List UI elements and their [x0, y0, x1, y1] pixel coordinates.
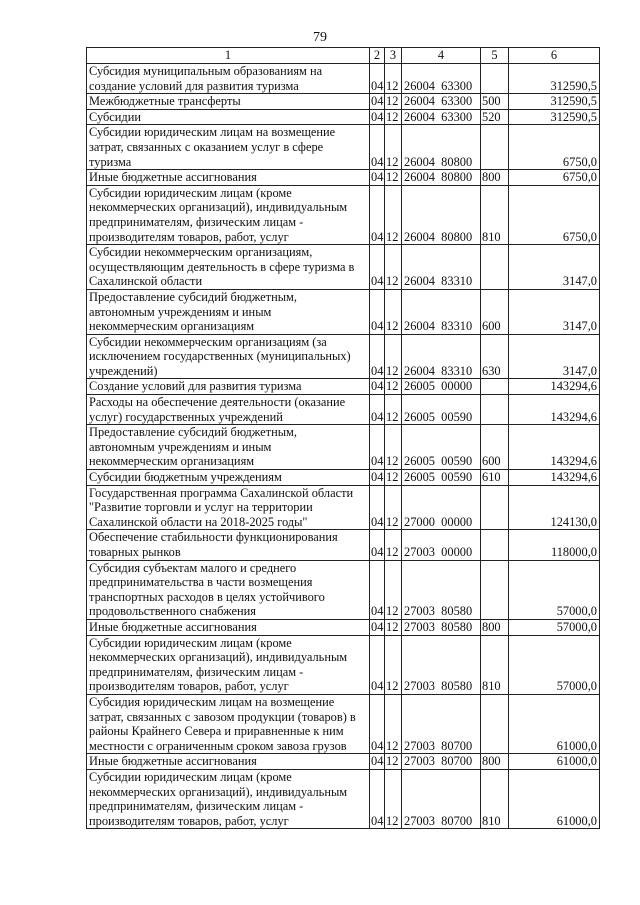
table-row	[87, 635, 600, 694]
expense-type-code-cell: 800	[481, 619, 509, 635]
target-article-code-cell: 27003 80700	[402, 694, 481, 753]
subsection-code-cell: 12	[385, 769, 402, 828]
amount-cell: 312590,5	[509, 109, 600, 125]
amount-cell: 3147,0	[509, 289, 600, 334]
subsection-code-cell: 12	[385, 245, 402, 290]
expense-type-code-cell	[481, 125, 509, 170]
subsection-code-cell: 12	[385, 395, 402, 425]
amount-cell: 57000,0	[509, 560, 600, 619]
section-code-cell: 04	[370, 125, 385, 170]
table-row	[87, 619, 600, 635]
section-code-cell: 04	[371, 94, 384, 109]
table-header-row	[87, 48, 600, 64]
expense-name-cell: Субсидия субъектам малого и среднего предпринимательства в части возмещения транспортных расходов в целях устойчивого продовольственного снабжения	[87, 560, 370, 619]
expense-type-code-cell: 800	[481, 754, 509, 770]
amount-cell: 312590,5	[509, 94, 600, 110]
amount-cell: 6750,0	[509, 125, 600, 170]
amount-cell: 6750,0	[509, 170, 600, 186]
expense-type-code-cell: 600	[481, 289, 509, 334]
expense-type-code-cell: 500	[481, 94, 509, 110]
subsection-code-cell: 12	[385, 94, 402, 110]
expense-name-cell: Создание условий для развития туризма	[87, 379, 370, 395]
expense-name-cell: Субсидии юридическим лицам (кроме некоммерческих организаций), индивидуальным предпринимателям, физическим лицам - производителям товаров, работ, услуг	[87, 769, 370, 828]
table-row	[87, 289, 600, 334]
section-code-cell: 04	[371, 754, 384, 769]
expense-name-cell: Обеспечение стабильности функционирования товарных рынков	[87, 530, 370, 560]
amount-cell: 3147,0	[509, 334, 600, 379]
target-article-code-cell: 26004 63300	[402, 109, 481, 125]
expense-name-cell: Субсидии бюджетным учреждениям	[87, 470, 370, 486]
subsection-code-cell: 12	[385, 470, 402, 486]
budget-table	[86, 47, 600, 829]
target-article-code-cell: 27003 80700	[402, 754, 481, 770]
column-header: 2	[370, 48, 385, 64]
table-row	[87, 769, 600, 828]
expense-type-code-cell	[481, 485, 509, 530]
subsection-code-cell: 12	[385, 125, 402, 170]
target-article-code-cell: 27003 80580	[402, 635, 481, 694]
table-row	[87, 470, 600, 486]
target-article-code-cell: 26004 83310	[402, 334, 481, 379]
column-header: 5	[481, 48, 509, 64]
expense-type-code-cell: 810	[481, 635, 509, 694]
expense-name-cell: Иные бюджетные ассигнования	[87, 619, 370, 635]
amount-cell: 143294,6	[509, 470, 600, 486]
table-row	[87, 245, 600, 290]
target-article-code-cell: 26004 63300	[402, 64, 481, 94]
target-article-code-cell: 26005 00590	[402, 425, 481, 470]
table-row	[87, 425, 600, 470]
amount-cell: 124130,0	[509, 485, 600, 530]
target-article-code-cell: 27003 00000	[402, 530, 481, 560]
table-row	[87, 109, 600, 125]
expense-type-code-cell	[481, 560, 509, 619]
table-row	[87, 379, 600, 395]
section-code-cell: 04	[371, 619, 384, 634]
expense-name-cell: Государственная программа Сахалинской области "Развитие торговли и услуг на территории Сахалинской области на 2018-2025 годы"	[87, 485, 370, 530]
expense-name-cell: Расходы на обеспечение деятельности (оказание услуг) государственных учреждений	[87, 395, 370, 425]
table-row	[87, 185, 600, 244]
amount-cell: 57000,0	[509, 635, 600, 694]
amount-cell: 57000,0	[509, 619, 600, 635]
subsection-code-cell: 12	[385, 560, 402, 619]
column-header: 1	[87, 48, 370, 64]
target-article-code-cell: 26004 83310	[402, 289, 481, 334]
target-article-code-cell: 26004 80800	[402, 125, 481, 170]
expense-type-code-cell: 810	[481, 185, 509, 244]
expense-name-cell: Субсидии некоммерческим организациям, осуществляющим деятельность в сфере туризма в Сахалинской области	[87, 245, 370, 290]
expense-type-code-cell	[481, 694, 509, 753]
target-article-code-cell: 26004 83310	[402, 245, 481, 290]
amount-cell: 143294,6	[509, 379, 600, 395]
section-code-cell: 04	[370, 395, 385, 425]
expense-name-cell: Субсидии некоммерческим организациям (за исключением государственных (муниципальных) учреждений)	[87, 334, 370, 379]
expense-name-cell: Предоставление субсидий бюджетным, автономным учреждениям и иным некоммерческим организациям	[87, 425, 370, 470]
amount-cell: 118000,0	[509, 530, 600, 560]
subsection-code-cell: 12	[385, 425, 402, 470]
subsection-code-cell: 12	[385, 289, 402, 334]
expense-type-code-cell	[481, 530, 509, 560]
expense-name-cell: Субсидии юридическим лицам на возмещение затрат, связанных с оказанием услуг в сфере туризма	[87, 125, 370, 170]
expense-type-code-cell	[481, 379, 509, 395]
section-code-cell: 04	[371, 170, 384, 185]
table-row	[87, 395, 600, 425]
subsection-code-cell: 12	[385, 170, 402, 186]
table-row	[87, 94, 600, 110]
subsection-code-cell: 12	[385, 530, 402, 560]
amount-cell: 312590,5	[509, 64, 600, 94]
expense-name-cell: Субсидия юридическим лицам на возмещение затрат, связанных с завозом продукции (товаров) в районы Крайнего Севера и приравненные к ним местности с ограниченным сроком завоза грузов	[87, 694, 370, 753]
amount-cell: 143294,6	[509, 395, 600, 425]
table-row	[87, 485, 600, 530]
target-article-code-cell: 27000 00000	[402, 485, 481, 530]
expense-type-code-cell: 610	[481, 470, 509, 486]
section-code-cell: 04	[371, 470, 384, 485]
subsection-code-cell: 12	[385, 635, 402, 694]
subsection-code-cell: 12	[385, 754, 402, 770]
section-code-cell: 04	[370, 64, 385, 94]
table-row	[87, 125, 600, 170]
section-code-cell: 04	[370, 425, 385, 470]
subsection-code-cell: 12	[385, 694, 402, 753]
subsection-code-cell: 12	[385, 619, 402, 635]
section-code-cell: 04	[370, 485, 385, 530]
subsection-code-cell: 12	[385, 185, 402, 244]
target-article-code-cell: 27003 80580	[402, 619, 481, 635]
expense-name-cell: Межбюджетные трансферты	[87, 94, 370, 110]
amount-cell: 61000,0	[509, 769, 600, 828]
expense-type-code-cell: 600	[481, 425, 509, 470]
target-article-code-cell: 27003 80580	[402, 560, 481, 619]
section-code-cell: 04	[370, 289, 385, 334]
table-row	[87, 754, 600, 770]
expense-name-cell: Субсидии	[87, 109, 370, 125]
expense-name-cell: Иные бюджетные ассигнования	[87, 170, 370, 186]
subsection-code-cell: 12	[385, 64, 402, 94]
table-row	[87, 694, 600, 753]
expense-type-code-cell	[481, 395, 509, 425]
page-number: 79	[313, 30, 327, 45]
expense-type-code-cell: 630	[481, 334, 509, 379]
column-header: 4	[402, 48, 481, 64]
target-article-code-cell: 26004 80800	[402, 170, 481, 186]
expense-type-code-cell	[481, 64, 509, 94]
expense-type-code-cell: 810	[481, 769, 509, 828]
expense-type-code-cell: 520	[481, 109, 509, 125]
section-code-cell: 04	[370, 635, 385, 694]
amount-cell: 61000,0	[509, 694, 600, 753]
expense-name-cell: Субсидии юридическим лицам (кроме некоммерческих организаций), индивидуальным предпринимателям, физическим лицам - производителям товаров, работ, услуг	[87, 185, 370, 244]
target-article-code-cell: 27003 80700	[402, 769, 481, 828]
subsection-code-cell: 12	[385, 334, 402, 379]
amount-cell: 143294,6	[509, 425, 600, 470]
table-row	[87, 64, 600, 94]
subsection-code-cell: 12	[385, 109, 402, 125]
target-article-code-cell: 26005 00000	[402, 379, 481, 395]
subsection-code-cell: 12	[385, 485, 402, 530]
expense-name-cell: Иные бюджетные ассигнования	[87, 754, 370, 770]
section-code-cell: 04	[370, 530, 385, 560]
target-article-code-cell: 26004 63300	[402, 94, 481, 110]
section-code-cell: 04	[370, 185, 385, 244]
section-code-cell: 04	[370, 334, 385, 379]
amount-cell: 6750,0	[509, 185, 600, 244]
section-code-cell: 04	[370, 560, 385, 619]
section-code-cell: 04	[371, 109, 384, 124]
expense-type-code-cell: 800	[481, 170, 509, 186]
table-row	[87, 560, 600, 619]
target-article-code-cell: 26004 80800	[402, 185, 481, 244]
column-header: 3	[385, 48, 402, 64]
expense-name-cell: Субсидия муниципальным образованиям на создание условий для развития туризма	[87, 64, 370, 94]
subsection-code-cell: 12	[385, 379, 402, 395]
section-code-cell: 04	[370, 245, 385, 290]
section-code-cell: 04	[371, 379, 384, 394]
amount-cell: 3147,0	[509, 245, 600, 290]
amount-cell: 61000,0	[509, 754, 600, 770]
table-row	[87, 170, 600, 186]
expense-type-code-cell	[481, 245, 509, 290]
target-article-code-cell: 26005 00590	[402, 395, 481, 425]
expense-name-cell: Предоставление субсидий бюджетным, автономным учреждениям и иным некоммерческим организациям	[87, 289, 370, 334]
section-code-cell: 04	[370, 694, 385, 753]
table-row	[87, 334, 600, 379]
target-article-code-cell: 26005 00590	[402, 470, 481, 486]
table-row	[87, 530, 600, 560]
column-header: 6	[509, 48, 600, 64]
expense-name-cell: Субсидии юридическим лицам (кроме некоммерческих организаций), индивидуальным предпринимателям, физическим лицам - производителям товаров, работ, услуг	[87, 635, 370, 694]
section-code-cell: 04	[370, 769, 385, 828]
